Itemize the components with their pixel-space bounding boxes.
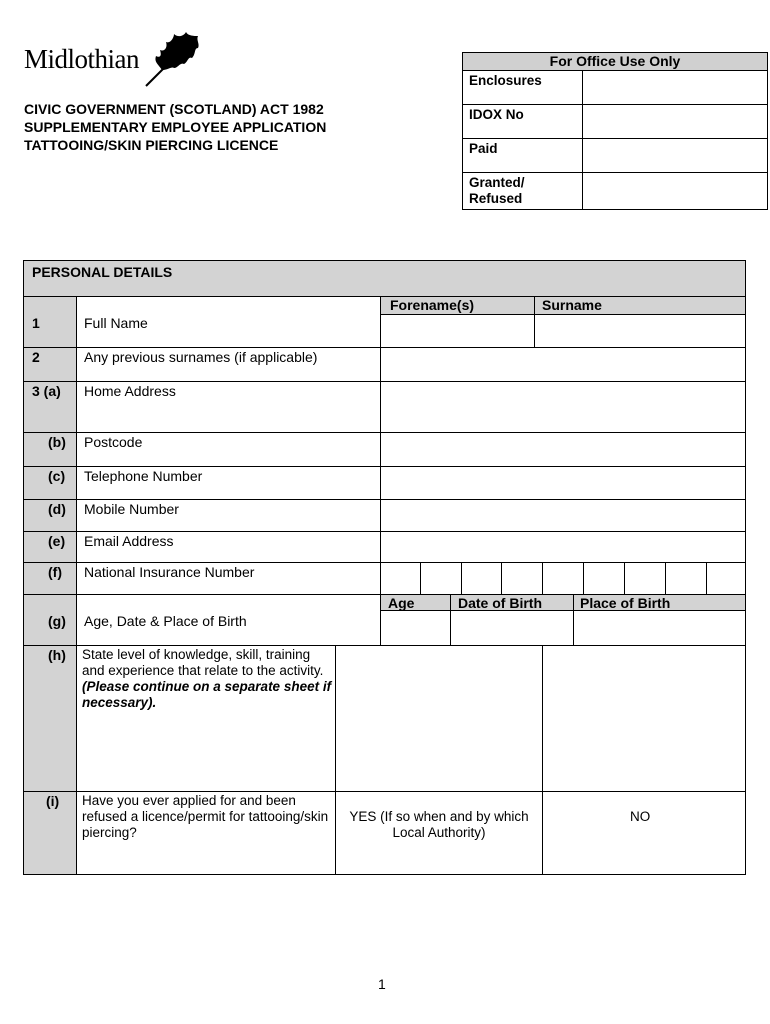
home-address-label: Home Address xyxy=(84,383,176,399)
previous-surnames-label: Any previous surnames (if applicable) xyxy=(84,349,318,365)
email-label: Email Address xyxy=(84,533,174,549)
divider xyxy=(380,610,745,611)
divider xyxy=(420,562,421,594)
office-label: IDOX No xyxy=(463,105,583,138)
section-heading: PERSONAL DETAILS xyxy=(32,264,173,280)
row-number: 2 xyxy=(32,349,40,365)
office-field-idox[interactable] xyxy=(583,105,767,138)
form-title xyxy=(24,100,326,154)
divider xyxy=(501,562,502,594)
mobile-label: Mobile Number xyxy=(84,501,179,517)
midlothian-logo-text: Midlothian xyxy=(24,44,139,74)
divider xyxy=(573,594,574,645)
divider xyxy=(24,347,745,348)
row-number: (d) xyxy=(48,501,66,517)
title-line: TATTOOING/SKIN PIERCING LICENCE xyxy=(24,137,279,153)
divider xyxy=(24,432,745,433)
birth-subheader-shade xyxy=(380,594,745,610)
office-field-enclosures[interactable] xyxy=(583,71,767,104)
divider xyxy=(542,562,543,594)
row-number: (f) xyxy=(48,564,62,580)
row-number: (h) xyxy=(48,647,66,663)
divider xyxy=(76,296,77,874)
office-label: Enclosures xyxy=(463,71,583,104)
office-field-granted[interactable] xyxy=(583,173,767,209)
divider xyxy=(461,562,462,594)
divider xyxy=(534,296,535,347)
row-number: 3 (a) xyxy=(32,383,61,399)
title-line: SUPPLEMENTARY EMPLOYEE APPLICATION xyxy=(24,119,327,135)
office-use-box xyxy=(462,52,768,210)
page-number: 1 xyxy=(378,976,386,992)
divider xyxy=(24,791,745,792)
divider xyxy=(24,562,745,563)
office-row-granted xyxy=(463,173,767,209)
experience-text: State level of knowledge, skill, training and experience that relate to the activity. xyxy=(82,647,324,678)
divider xyxy=(665,562,666,594)
office-use-heading: For Office Use Only xyxy=(463,53,767,71)
office-row-enclosures xyxy=(463,71,767,105)
title-line: CIVIC GOVERNMENT (SCOTLAND) ACT 1982 xyxy=(24,101,324,117)
row-number: (g) xyxy=(48,613,66,629)
divider xyxy=(24,381,745,382)
row-number: (e) xyxy=(48,533,66,549)
personal-details-table xyxy=(23,260,746,875)
no-option[interactable]: NO xyxy=(630,809,651,824)
divider xyxy=(624,562,625,594)
row-number: (c) xyxy=(48,468,66,484)
office-row-paid xyxy=(463,139,767,173)
divider xyxy=(583,562,584,594)
forename-header: Forename(s) xyxy=(390,297,475,313)
divider xyxy=(335,645,336,874)
divider xyxy=(24,296,745,297)
telephone-label: Telephone Number xyxy=(84,468,203,484)
pob-header: Place of Birth xyxy=(580,595,671,611)
age-dob-pob-label: Age, Date & Place of Birth xyxy=(84,613,247,629)
divider xyxy=(24,466,745,467)
row-number: (i) xyxy=(46,793,60,809)
divider xyxy=(24,645,745,646)
oak-leaf-logo-icon xyxy=(140,30,204,88)
office-field-paid[interactable] xyxy=(583,139,767,172)
dob-header: Date of Birth xyxy=(458,595,542,611)
full-name-label: Full Name xyxy=(84,315,148,331)
row-number: (b) xyxy=(48,434,66,450)
experience-label xyxy=(82,647,332,711)
postcode-label: Postcode xyxy=(84,434,143,450)
divider xyxy=(380,314,745,315)
refused-licence-label: Have you ever applied for and been refused a licence/permit for tattooing/skin piercing? xyxy=(82,793,329,840)
divider xyxy=(450,594,451,645)
office-label: Paid xyxy=(463,139,583,172)
experience-note: (Please continue on a separate sheet if necessary). xyxy=(82,679,332,710)
office-row-idox xyxy=(463,105,767,139)
divider xyxy=(24,531,745,532)
yes-option[interactable]: YES (If so when and by which Local Authority) xyxy=(349,809,529,840)
divider xyxy=(380,296,381,645)
row-number: 1 xyxy=(32,315,40,331)
divider xyxy=(542,645,543,874)
surname-header: Surname xyxy=(542,297,602,313)
age-header: Age xyxy=(388,595,415,611)
office-label: Granted/ Refused xyxy=(463,173,583,209)
divider xyxy=(24,499,745,500)
ni-number-label: National Insurance Number xyxy=(84,564,255,580)
divider xyxy=(706,562,707,594)
